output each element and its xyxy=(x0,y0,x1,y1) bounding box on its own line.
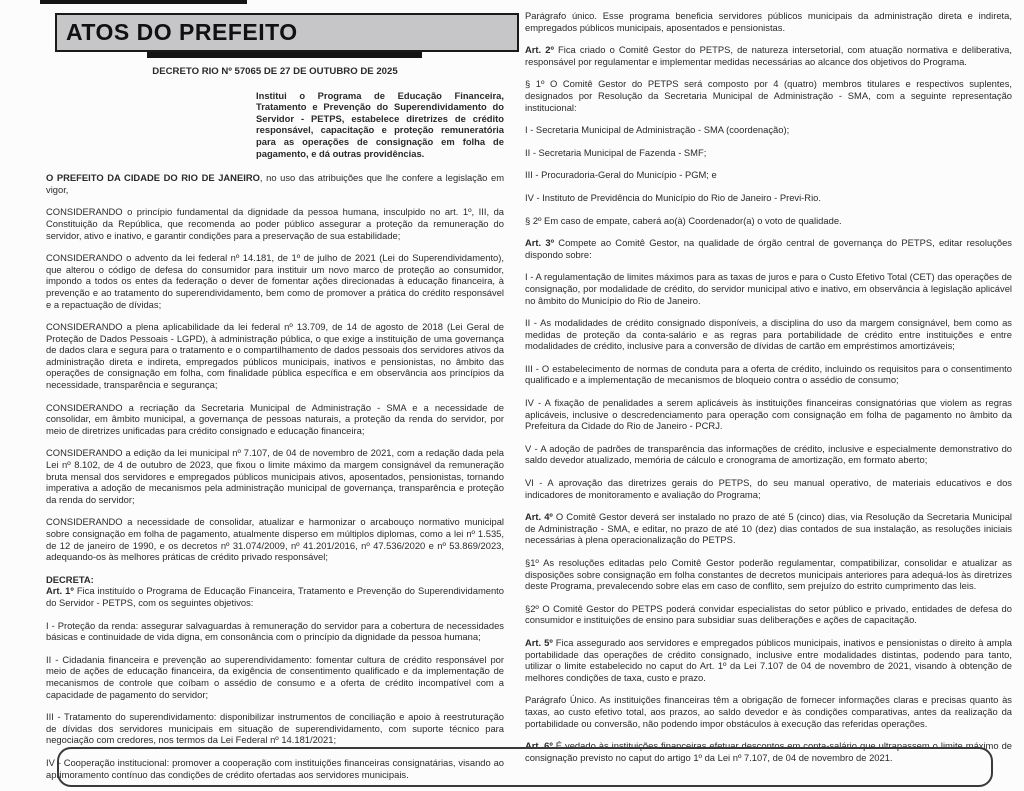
section-title: ATOS DO PREFEITO xyxy=(66,19,298,45)
paragraph: IV - A fixação de penalidades a serem aplicáveis às instituições financeiras consignatórias que violem as regras aplicáveis, inclusive o descredenciamento para operação com consignação em folha de pagamento no âmbito da Prefeitura da Cidade do Rio de Janeiro - PCRJ. xyxy=(525,397,1012,432)
paragraph: IV - Instituto de Previdência do Município do Rio de Janeiro - Previ-Rio. xyxy=(525,191,821,203)
paragraph: Art. 1º Fica instituído o Programa de Educação Financeira, Tratamento e Prevenção do Superendividamento do Servidor - PETPS, com os seguintes objetivos: xyxy=(46,585,505,608)
paragraph: Art. 5º Fica assegurado aos servidores e empregados públicos municipais, inativos e pensionistas o direito à ampla portabilidade das operações de crédito consignado, inclusive entre modalidades distintas, podendo para tanto, utilizar o limite estabelecido no caput do Art. 1º da Lei 7.107 de 04 de novembro de 2021, visando à obtenção de melhores condições de taxa, custo e prazo. xyxy=(525,636,1012,683)
paragraph: CONSIDERANDO a plena aplicabilidade da lei federal nº 13.709, de 14 de agosto de 2018 (Lei Geral de Proteção de Dados Pessoais - LGPD), à administração pública, o que exige a instituição de uma governança de dados clara e segura para o tratamento e o compartilhamento de dados pessoais dos servidores ativos da administração direta e indireta, empregados públicos municipais, inativos e pensionistas, no âmbito das operações de consignação em folha, com finalidade pública específica e em observância aos princípios da necessidade, transparência e segurança; xyxy=(46,321,504,391)
paragraph: Art. 3º Compete ao Comitê Gestor, na qualidade de órgão central de governança do PETPS, editar resoluções dispondo sobre: xyxy=(525,237,1012,260)
paragraph: CONSIDERANDO a necessidade de consolidar, atualizar e harmonizar o arcabouço normativo municipal sobre consignação em folha de pagamento, atualmente disperso em múltiplos diplomas, como a lei nº 1.535, de 12 de janeiro de 1990, e os decretos nº 31.074/2009, nº 41.201/2016, nº 47.536/2020 e nº 53.869/2023, adequando-os às melhores práticas de crédito privado responsável; xyxy=(46,516,504,563)
paragraph: IV - Cooperação institucional: promover a cooperação com instituições financeiras consignatárias, visando ao aprimoramento contínuo das condições de crédito ofertadas aos servidores municipais. xyxy=(46,756,504,780)
paragraph: II - As modalidades de crédito consignado disponíveis, a disciplina do uso da margem consignável, bem como as medidas de proteção da conta-salário e as regras para portabilidade de crédito entre instituições e entre modalidades de crédito, inclusive para a conversão de dívidas de cartão em empréstimos amortizáveis; xyxy=(525,317,1012,352)
paragraph: III - Procuradoria-Geral do Município - PGM; e xyxy=(525,169,717,181)
paragraph: I - A regulamentação de limites máximos para as taxas de juros e para o Custo Efetivo Total (CET) das operações de consignação, por modalidade de crédito, do servidor municipal ativo e inativo, em observância à legislação aplicável no âmbito do Município do Rio de Janeiro. xyxy=(525,271,1012,306)
paragraph: V - A adoção de padrões de transparência das informações de crédito, inclusive e especialmente demonstrativo do saldo devedor atualizado, memória de cálculo e cronograma de amortização, em formato aberto; xyxy=(525,442,1012,466)
paragraph: § 2º Em caso de empate, caberá ao(à) Coordenador(a) o voto de qualidade. xyxy=(525,214,842,226)
decree-summary: Institui o Programa de Educação Financeira, Tratamento e Prevenção do Superendividamento do Servidor - PETPS, estabelece diretrizes de crédito responsável, capacitação e proteção remuneratória para as operações de consignação em folha de pagamento, e dá outras providências. xyxy=(256,89,504,159)
paragraph: § 1º O Comitê Gestor do PETPS será composto por 4 (quatro) membros titulares e respectivos suplentes, designados por Resolução da Secretaria Municipal de Administração - SMA, com a seguinte representação institucional: xyxy=(525,78,1012,113)
paragraph: Art. 4º O Comitê Gestor deverá ser instalado no prazo de até 5 (cinco) dias, via Resolução da Secretaria Municipal de Administração - SMA, e editar, no prazo de até 10 (dez) dias contados de sua instalação, as resoluções iniciais necessárias à plena operacionalização do PETPS. xyxy=(525,511,1012,546)
paragraph: II - Secretaria Municipal de Fazenda - SMF; xyxy=(525,146,707,158)
paragraph: Art. 2º Fica criado o Comitê Gestor do PETPS, de natureza intersetorial, com atuação normativa e deliberativa, responsável por regulamentar e implementar medidas necessárias ao alcance dos objetivos do Programa. xyxy=(525,44,1012,67)
paragraph: Parágrafo único. Esse programa beneficia servidores públicos municipais da administração direta e indireta, empregados públicos municipais, aposentados e pensionistas. xyxy=(525,10,1012,33)
paragraph-lead: Art. 4º xyxy=(525,511,553,523)
paragraph: VI - A aprovação das diretrizes gerais do PETPS, do seu manual operativo, de materiais educativos e dos indicadores de monitoramento e avaliação do Programa; xyxy=(525,477,1012,500)
paragraph: I - Secretaria Municipal de Administração - SMA (coordenação); xyxy=(525,124,790,136)
paragraph: CONSIDERANDO a recriação da Secretaria Municipal de Administração - SMA e a necessidade de consolidar, em âmbito municipal, a governança de pessoas naturais, a proteção da renda do servidor, por meio de diretrizes unificadas para crédito consignado e educação financeira; xyxy=(46,401,504,436)
paragraph: III - Tratamento do superendividamento: disponibilizar instrumentos de conciliação e apoio à reestruturação de dívidas dos servidores municipais em situação de superendividamento, com suporte técnico para negociação com credores, nos termos da Lei Federal nº 14.181/2021; xyxy=(46,711,504,746)
decree-title: DECRETO RIO Nº 57065 DE 27 DE OUTUBRO DE 2025 xyxy=(152,66,398,77)
paragraph-lead: Art. 1º xyxy=(46,585,74,597)
paragraph-lead: Art. 2º xyxy=(525,44,554,56)
header-shadow-bar xyxy=(147,52,422,58)
paragraph: CONSIDERANDO o princípio fundamental da dignidade da pessoa humana, insculpido no art. 1º, III, da Constituição da República, que recomenda ao poder público assegurar a proteção da remuneração do servidor, ativo e inativo, e garantir condições para a preservação de sua estabilidade; xyxy=(46,206,504,241)
paragraph-lead: O PREFEITO DA CIDADE DO RIO DE JANEIRO xyxy=(46,172,260,184)
paragraph: I - Proteção da renda: assegurar salvaguardas à remuneração do servidor para a cobertura de necessidades básicas e continuidade de vida digna, em consonância com o princípio da dignidade da pessoa humana; xyxy=(46,619,504,643)
paragraph: III - O estabelecimento de normas de conduta para a oferta de crédito, incluindo os requisitos para o consentimento qualificado e a implementação de mecanismos de bloqueio contra o assédio de consumo; xyxy=(525,362,1012,386)
paragraph: CONSIDERANDO o advento da lei federal nº 14.181, de 1º de julho de 2021 (Lei do Superendividamento), que alterou o código de defesa do consumidor para instituir um novo marco de proteção ao consumidor, impondo a todos os entes da federação o dever de fomentar ações direcionadas à educação financeira, à prevenção e ao tratamento do superendividamento, bem como de promover a prática do crédito responsável e a repactuação de dívidas; xyxy=(46,252,504,310)
paragraph: Art. 6º É vedado às instituições financeiras efetuar descontos em conta-salário que ultrapassem o limite máximo de consignação previsto no caput do artigo 1º da Lei nº 7.107, de 04 de novembro de 2021. xyxy=(525,740,1012,763)
paragraph: §1º As resoluções editadas pelo Comitê Gestor poderão regulamentar, compatibilizar, consolidar e atualizar as disposições sobre consignação em folha constantes de decretos municipais anteriores para adequá-los às diretrizes deste Programa, prevalecendo sobre elas em caso de conflito, sem prejuízo do estrito cumprimento das leis. xyxy=(525,557,1012,592)
paragraph: Parágrafo Único. As instituições financeiras têm a obrigação de fornecer informações claras e precisas quanto às taxas, ao custo efetivo total, aos prazos, ao saldo devedor e às condições comparativas, antes da realização da portabilidade ou conversão, não podendo impor obstáculos à execução das referidas operações. xyxy=(525,694,1012,729)
left-column-paragraphs xyxy=(46,172,504,780)
paragraph-lead: Art. 3º xyxy=(525,237,555,249)
paragraph-lead: Art. 6º xyxy=(525,740,553,752)
paragraph xyxy=(46,574,504,586)
top-rule-bar xyxy=(40,0,247,4)
section-header-box xyxy=(55,13,519,52)
paragraph: O PREFEITO DA CIDADE DO RIO DE JANEIRO, no uso das atribuições que lhe confere a legislação em vigor, xyxy=(46,172,505,195)
right-column-paragraphs xyxy=(525,10,1012,763)
right-column xyxy=(525,10,1012,774)
paragraph: §2º O Comitê Gestor do PETPS poderá convidar especialistas do setor público e privado, entidades de defesa do consumidor e instituições de ensino para subsidiar suas deliberações e ações de capacitação. xyxy=(525,602,1012,626)
paragraph-lead: Art. 5º xyxy=(525,636,553,648)
left-column xyxy=(46,60,504,791)
next-section-frame xyxy=(57,747,993,787)
paragraph: II - Cidadania financeira e prevenção ao superendividamento: fomentar cultura de crédito responsável por meio de ações de educação financeira, da exigência de consentimento qualificado e da implementação de mecanismos de controle que coíbam o assédio de consumo e a oferta de crédito incompatível com a capacidade de pagamento do servidor; xyxy=(46,653,504,700)
paragraph: CONSIDERANDO a edição da lei municipal nº 7.107, de 04 de novembro de 2021, com a redação dada pela Lei nº 8.102, de 4 de outubro de 2023, que fixou o limite máximo da margem consignável da remuneração bruta mensal dos servidores e empregados públicos municipais ativos, aposentados, pensionistas, tornando imperativa a adoção de mecanismos pela administração municipal de governança, transparência e proteção da renda do servidor; xyxy=(46,447,504,505)
paragraph-lead: DECRETA: xyxy=(46,573,94,585)
